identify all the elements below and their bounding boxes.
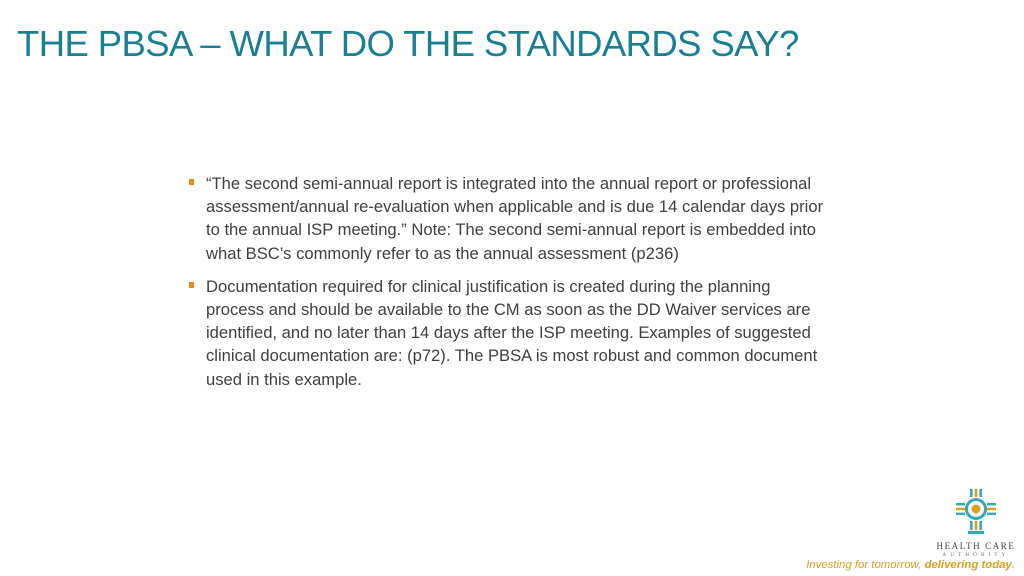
bullet-item [186, 275, 826, 391]
tagline-part1: Investing for tomorrow, [806, 559, 922, 571]
tagline-part2: delivering today [924, 559, 1012, 571]
bullet-text: Documentation required for clinical justification is created during the planning process and should be available to the CM as soon as the DD Waiver services are identified, and no later than 14 days after the ISP meeting. Examples of suggested clinical documentation are: (p72). The PBSA is most robust and common document used in this example. [206, 276, 818, 389]
bullet-item [186, 172, 826, 265]
footer-tagline [806, 559, 1015, 571]
bullet-list [186, 172, 826, 391]
square-bullet-icon [189, 282, 194, 288]
tagline-end: . [1011, 559, 1015, 571]
bullet-text: “The second semi-annual report is integrated into the annual report or professional assessment/annual re-evaluation when applicable and is due 14 calendar days prior to the annual ISP meeting.” Note: The second semi-annual report is embedded into what BSC’s commonly refer to as the annual assessment (p236) [206, 174, 824, 263]
square-bullet-icon [189, 179, 194, 185]
logo-subname: AUTHORITY [942, 553, 1010, 558]
health-care-authority-logo [930, 488, 1022, 558]
slide-title: THE PBSA – WHAT DO THE STANDARDS SAY? [17, 23, 799, 64]
slide-body [186, 172, 826, 401]
logo-name: HEALTH CARE [936, 541, 1016, 551]
zia-sun-symbol-icon [954, 488, 998, 538]
